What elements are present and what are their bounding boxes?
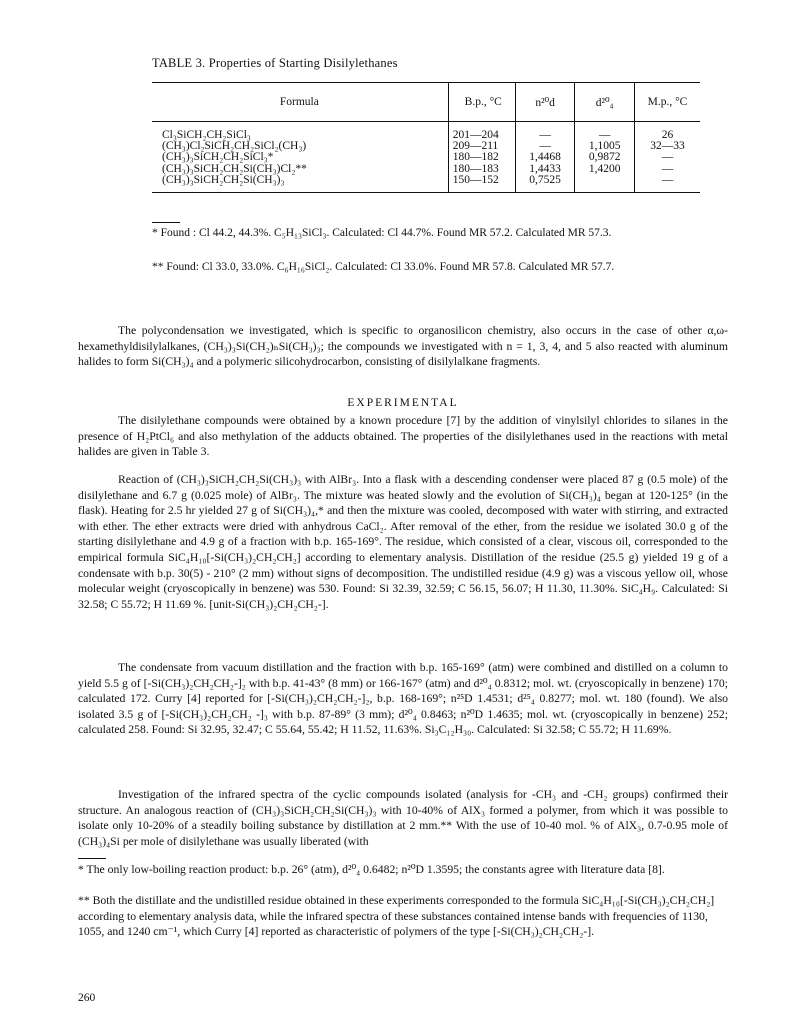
- table-header-row: [152, 83, 700, 122]
- nd-cell: 1,4433: [529, 162, 561, 175]
- table-caption: TABLE 3. Properties of Starting Disilylethanes: [152, 56, 398, 70]
- table-data-row: [152, 122, 700, 193]
- experimental-text-4: Investigation of the infrared spectra of the cyclic compounds isolated (analysis for -CH₃ and -CH₂ groups) confirmed their structure. An analogous reaction of (CH₃)₃SiCH₂CH₂Si(CH₃)₃ with 10-40% of AlX₃ formed a polymer, from which it was possible to isolate only 10-20% of a steadily boiling substance by distillation at 2 mm.** With the use of 10-40 mol. % of AlX₃, 0.7-0.95 mole of (CH₃)₄Si per mole of disilylethane was usually liberated (with: [78, 788, 728, 848]
- section-heading: EXPERIMENTAL: [347, 397, 459, 409]
- bp-cell: 180—183: [452, 162, 499, 175]
- density-cell: 1,4200: [588, 162, 621, 175]
- page-footnote-1: * The only low-boiling reaction product: b.p. 26° (atm), d²⁰₄ 0.6482; n²⁰D 1.3595; the constants agree with literature data [8].: [78, 863, 665, 876]
- intro-paragraph: [78, 323, 728, 370]
- mp-column: [634, 122, 700, 193]
- table-footnote-rule: [152, 222, 180, 223]
- formula-cell: (CH₃)Cl₂SiCH₂CH₂SiCl₂(CH₃): [162, 140, 307, 153]
- density-column: [575, 122, 635, 193]
- density-cell: —: [598, 129, 611, 141]
- bp-cell: 150—152: [452, 173, 499, 186]
- mp-cell: —: [661, 173, 674, 186]
- properties-table-container: [152, 82, 700, 193]
- experimental-text-3: The condensate from vacuum distillation and the fraction with b.p. 165-169° (atm) were combined and distilled on a column to yield 5.5 g of [-Si(CH₃)₂CH₂CH₂-]₂ with b.p. 41-43° (8 mm) or 166-167° (atm) and d²⁰₄ 0.8312; mol. wt. (cryoscopically in benzene) 170; calculated 172. Curry [4] reported for [-Si(CH₃)₂CH₂CH₂-]₂, b.p. 168-169°; n²⁵D 1.4531; d²⁵₄ 0.8277; mol. wt. 180 (found). We also isolated 3.5 g of [-Si(CH₃)₂CH₂CH₂ -]₃ with b.p. 87-89° (3 mm); d²⁰₄ 0.8463; n²⁰D 1.4635; mol. wt. (cryoscopically in benzene) 252; calculated 258. Found: Si 32.95, 32.47; C 55.64, 55.42; H 11.52, 11.63%. Si₃C₁₂H₃₀. Calculated: Si 32.58; C 55.72; H 11.69%.: [78, 661, 728, 737]
- mp-cell: —: [661, 162, 674, 175]
- formula-cell: (CH₃)₃SiCH₂CH₂SiCl₃*: [162, 151, 274, 164]
- formula-cell: Cl₃SiCH₂CH₂SiCl₃: [162, 129, 251, 141]
- density-cell: 1,1005: [588, 140, 621, 153]
- formula-cell: (CH₃)₃SiCH₂CH₂Si(CH₃)₃: [162, 173, 285, 186]
- bp-column: [448, 122, 515, 193]
- experimental-paragraph-3: [78, 660, 728, 738]
- header-mp: M.p., °C: [634, 83, 700, 122]
- header-bp: B.p., °C: [448, 83, 515, 122]
- density-cell: 0,9872: [588, 151, 621, 164]
- intro-text: The polycondensation we investigated, which is specific to organosilicon chemistry, also occurs in the case of other α,ω-hexamethyldisilylalkanes, (CH₃)₃Si(CH₂)ₙSi(CH₃)₃; the compounds we investigated with n = 1, 3, 4, and 5 also reacted with aluminum halides to form Si(CH₃)₄ and a polymeric silicohydrocarbon, consisting of disilylalkane fragments.: [78, 324, 728, 369]
- experimental-paragraph-4: [78, 787, 728, 849]
- nd-cell: —: [539, 140, 551, 153]
- experimental-paragraph-2: [78, 472, 728, 612]
- mp-cell: 26: [661, 129, 674, 141]
- experimental-text-1: The disilylethane compounds were obtained by a known procedure [7] by the addition of vinylsilyl chlorides to silanes in the presence of H₂PtCl₆ and also methylation of the adducts obtained. The properties of the disilylethanes used in the reactions with metal halides are given in Table 3.: [78, 414, 728, 459]
- page-number: 260: [78, 992, 96, 1004]
- mp-cell: 32—33: [650, 140, 685, 153]
- bp-cell: 209—211: [452, 140, 499, 153]
- formula-column: [152, 122, 448, 193]
- nd-column: [515, 122, 575, 193]
- table-footnote-1: * Found : Cl 44.2, 44.3%. C₅H₁₃SiCl₃. Calculated: Cl 44.7%. Found MR 57.2. Calculated MR 57.3.: [152, 227, 612, 239]
- nd-cell: —: [539, 129, 551, 141]
- properties-table: [152, 82, 700, 193]
- header-density: d²⁰₄: [575, 83, 635, 122]
- bp-cell: 201—204: [452, 129, 499, 141]
- nd-cell: 1,4468: [529, 151, 561, 164]
- table-footnote-2: ** Found: Cl 33.0, 33.0%. C₆H₁₆SiCl₂. Calculated: Cl 33.0%. Found MR 57.8. Calculated MR 57.7.: [152, 261, 615, 273]
- page-footnote-rule: [78, 858, 106, 859]
- formula-cell: (CH₃)₃SiCH₂CH₂Si(CH₃)Cl₂**: [162, 162, 307, 175]
- page-footnote-2: ** Both the distillate and the undistilled residue obtained in these experiments corresponded to the formula SiC₄H₁₀[-Si(CH₃)₂CH₂CH₂] according to elementary analysis data, while the infrared spectra of these substances contained intense bands with frequencies of 1130, 1055, and 1240 cm⁻¹, which Curry [4] reported as characteristic of polymers of the type [-Si(CH₃)₂CH₂CH₂-].: [78, 894, 715, 939]
- bp-cell: 180—182: [452, 151, 499, 164]
- nd-cell: 0,7525: [529, 173, 561, 186]
- header-nd: n²⁰d: [515, 83, 575, 122]
- experimental-paragraph-1: [78, 413, 728, 460]
- mp-cell: —: [661, 151, 674, 164]
- header-formula: Formula: [152, 83, 448, 122]
- experimental-text-2: Reaction of (CH₃)₃SiCH₂CH₂Si(CH₃)₃ with AlBr₃. Into a flask with a descending condenser were placed 87 g (0.5 mole) of the disilylethane and 6.7 g (0.025 mole) of AlBr₃. The mixture was heated slowly and the evolution of Si(CH₃)₄ began at 120-125° (in the flask). Heating for 2.5 hr yielded 27 g of Si(CH₃)₄,* and then the mixture was cooled, decomposed with water with stirring, and extracted with ether. The ether extracts were dried with anhydrous CaCl₂. After removal of the ether, from the residue we isolated 30.0 g of the starting disilylethane and 4.9 g of a fraction with b.p. 165-169°. The residue, which consisted of a clear, viscous oil, corresponded to the empirical formula SiC₄H₁₀[-Si(CH₃)₂CH₂CH₂] according to elementary analysis. Distillation of the residue (25.5 g) yielded 19 g of a condensate with b.p. 30(5) - 210° (2 mm) without signs of decomposition. The undistilled residue (4.9 g) was a viscous yellow oil, whose molecular weight (cryoscopically in benzene) was 530. Found: Si 32.39, 32.59; C 56.15, 56.07; H 11.30, 11.30%. SiC₄H₉. Calculated: Si 32.58; C 55.72; H 11.69 %. [unit-Si(CH₃)₂CH₂CH₂-].: [78, 473, 728, 611]
